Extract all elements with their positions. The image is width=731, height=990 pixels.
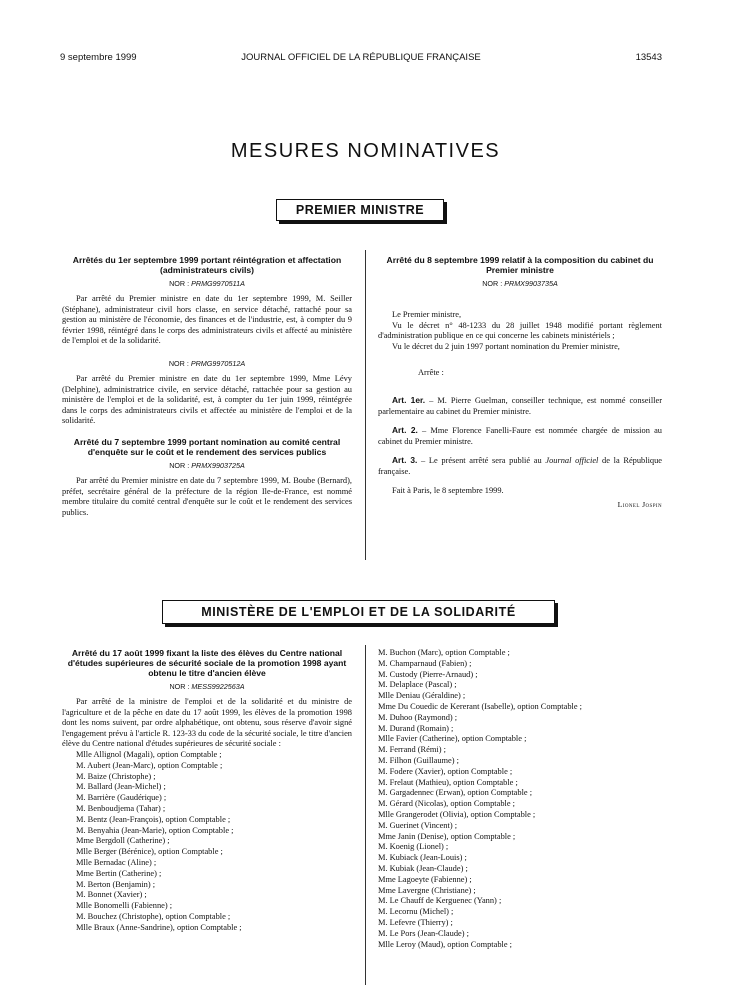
column-divider: [365, 645, 366, 985]
student-list-item: Mlle Berger (Bérénice), option Comptable ;: [76, 847, 223, 857]
article-1: Art. 1er. – M. Pierre Guelman, conseiller technique, est nommé conseiller parlementaire au cabinet du Premier ministre.: [378, 394, 662, 416]
student-list-item: M. Baize (Christophe) ;: [76, 771, 156, 781]
nor-reference: NOR : MESS9922563A: [169, 682, 245, 691]
student-list-item: M. Ballard (Jean-Michel) ;: [76, 782, 166, 792]
student-list-item: Mme Bergdoll (Catherine) ;: [76, 836, 170, 846]
section-title-ministere-emploi: MINISTÈRE DE L'EMPLOI ET DE LA SOLIDARITÉ: [162, 600, 555, 624]
page-header: [60, 52, 662, 66]
decree-heading-cabinet: Arrêté du 8 septembre 1999 relatif à la composition du cabinet du Premier ministre: [386, 255, 654, 275]
student-list-item: Mlle Deniau (Géraldine) ;: [378, 691, 466, 701]
student-list-item: M. Gérard (Nicolas), option Comptable ;: [378, 799, 515, 809]
decree-paragraph: Par arrêté du Premier ministre en date du 7 septembre 1999, M. Boube (Bernard), préfet, secrétaire général de la préfecture de la région Ile-de-France, est nommé membre titulaire du comité central d'enquête sur le coût et le rendement des services publics.: [62, 475, 352, 517]
student-list-item: M. Guerinet (Vincent) ;: [378, 820, 458, 830]
student-list-item: M. Bonnet (Xavier) ;: [76, 890, 147, 900]
student-list-item: Mme Janin (Denise), option Comptable ;: [378, 831, 516, 841]
decree-line: Vu le décret du 2 juin 1997 portant nomination du Premier ministre,: [392, 341, 620, 351]
header-journal-title: JOURNAL OFFICIEL DE LA RÉPUBLIQUE FRANÇAISE: [241, 52, 481, 63]
student-list-item: M. Barrière (Gaudérique) ;: [76, 793, 167, 803]
student-list-item: Mlle Grangerodet (Olivia), option Comptable ;: [378, 809, 536, 819]
nor-reference: NOR : PRMX9903725A: [169, 460, 245, 470]
decree-paragraph: Par arrêté du Premier ministre en date du 1er septembre 1999, M. Seiller (Stéphane), administrateur civil hors classe, en service détaché, rattaché pour sa gestion au ministère de l'économie, des finances et de l'industrie, est, à compter du 9 février 1998, réintégré dans le corps des administrateurs civils et affecté au ministère de l'emploi et de la solidarité.: [62, 294, 352, 346]
student-list-item: M. Fodere (Xavier), option Comptable ;: [378, 766, 513, 776]
student-list-item: M. Duhoo (Raymond) ;: [378, 712, 458, 722]
decree-paragraph: Par arrêté du Premier ministre en date du 1er septembre 1999, Mme Lévy (Delphine), administratrice civile, en service détaché, rattachée pour sa gestion au ministère de l'emploi et de la solidarité, est, à compter du 1er juin 1999, réintégrée dans le corps des administrateurs civils et affectée au ministère de l'emploi et de la solidarité.: [62, 373, 352, 426]
main-title: MESURES NOMINATIVES: [230, 140, 501, 162]
student-list-item: Mme Lavergne (Christiane) ;: [378, 885, 476, 895]
student-list-item: M. Lefevre (Thierry) ;: [378, 917, 453, 927]
student-list-item: Mlle Allignol (Magali), option Comptable ;: [76, 749, 222, 759]
student-list-item: Mlle Favier (Catherine), option Comptable ;: [378, 734, 527, 744]
student-list-item: M. Koenig (Lionel) ;: [378, 842, 449, 852]
student-list-item: M. Berton (Benjamin) ;: [76, 879, 156, 889]
decree-paragraph: Par arrêté de la ministre de l'emploi et de la solidarité et du ministre de l'agriculture et de la pêche en date du 17 août 1999, les élèves de la promotion 1998 dont les noms suivent, par ordre alphabétique, ont obtenu, sous réserve d'avoir signé l'engagement prévu à l'article R. 123-33 du code de la sécurité sociale, le titre d'ancien élève du Centre national d'études supérieures de sécurité sociale :: [62, 697, 352, 749]
arrete-label: Arrête :: [418, 368, 444, 378]
signature: Lionel Jospin: [617, 500, 662, 510]
student-list-item: M. Benyahia (Jean-Marie), option Comptable ;: [76, 825, 234, 835]
student-list-item: M. Benboudjema (Tahar) ;: [76, 803, 166, 813]
student-list-item: M. Bentz (Jean-François), option Comptable ;: [76, 814, 231, 824]
signature-place-date: Fait à Paris, le 8 septembre 1999.: [392, 485, 504, 495]
article-3: Art. 3. – Le présent arrêté sera publié au Journal officiel de la République française.: [378, 455, 662, 476]
student-list-right: [378, 648, 668, 950]
student-list-item: M. Ferrand (Rémi) ;: [378, 745, 446, 755]
student-list-item: M. Buchon (Marc), option Comptable ;: [378, 648, 510, 657]
student-list-item: M. Custody (Pierre-Arnaud) ;: [378, 669, 478, 679]
decree-line: Vu le décret n° 48-1233 du 28 juillet 1948 modifié portant règlement d'administration publique en ce qui concerne les cabinets ministériels ;: [378, 320, 662, 341]
student-list-item: Mlle Leroy (Maud), option Comptable ;: [378, 939, 512, 949]
student-list-item: M. Le Pors (Jean-Claude) ;: [378, 928, 469, 938]
header-date: 9 septembre 1999: [60, 52, 137, 63]
student-list-item: Mme Bertin (Catherine) ;: [76, 868, 162, 878]
emploi-right-column: [378, 648, 668, 950]
student-list-item: M. Champarnaud (Fabien) ;: [378, 658, 472, 668]
article-2: Art. 2. – Mme Florence Fanelli-Faure est nommée chargée de mission au cabinet du Premier ministre.: [378, 425, 662, 446]
student-list-item: Mlle Braux (Anne-Sandrine), option Comptable ;: [76, 922, 242, 932]
student-list-item: M. Durand (Romain) ;: [378, 723, 454, 733]
student-list-item: Mme Lagoeyte (Fabienne) ;: [378, 874, 472, 884]
student-list-item: M. Delaplace (Pascal) ;: [378, 680, 457, 690]
header-page-number: 13543: [635, 52, 662, 63]
nor-reference: NOR : PRMX9903735A: [482, 279, 558, 288]
section-title-premier-ministre: PREMIER MINISTRE: [276, 199, 444, 221]
decree-heading-comite: Arrêté du 7 septembre 1999 portant nomination au comité central d'enquête sur le coût et le rendement des services publics: [73, 436, 341, 457]
student-list-item: Mlle Bernadac (Aline) ;: [76, 857, 157, 867]
pm-left-column: [62, 255, 352, 518]
student-list-item: M. Gargadennec (Erwan), option Comptable ;: [378, 788, 533, 798]
student-list-item: M. Lecornu (Michel) ;: [378, 907, 454, 917]
student-list-item: Mlle Bonomelli (Fabienne) ;: [76, 901, 173, 911]
nor-reference: NOR : PRMG9970511A: [169, 279, 245, 288]
decree-heading-cnesss: Arrêté du 17 août 1999 fixant la liste des élèves du Centre national d'études supérieures de sécurité sociale de la promotion 1998 ayant obtenu le titre d'ancien élève: [67, 648, 347, 678]
decree-heading-reintegration: Arrêtés du 1er septembre 1999 portant réintégration et affectation (administrateurs civils): [72, 255, 342, 275]
student-list-item: M. Bouchez (Christophe), option Comptable ;: [76, 911, 231, 921]
student-list-item: M. Aubert (Jean-Marc), option Comptable ;: [76, 760, 223, 770]
student-list-left: [62, 750, 352, 934]
pm-right-column: [378, 255, 662, 509]
student-list-item: M. Filhon (Guillaume) ;: [378, 755, 459, 765]
student-list-item: M. Kubiak (Jean-Claude) ;: [378, 863, 468, 873]
column-divider: [365, 250, 366, 560]
decree-line: Le Premier ministre,: [392, 310, 462, 319]
emploi-left-column: [62, 648, 352, 934]
student-list-item: M. Kubiack (Jean-Louis) ;: [378, 853, 467, 863]
student-list-item: Mme Du Couedic de Kererant (Isabelle), option Comptable ;: [378, 701, 582, 711]
nor-reference: NOR : PRMG9970512A: [168, 358, 246, 368]
student-list-item: M. Frelaut (Mathieu), option Comptable ;: [378, 777, 518, 787]
student-list-item: M. Le Chauff de Kerguenec (Yann) ;: [378, 896, 502, 906]
